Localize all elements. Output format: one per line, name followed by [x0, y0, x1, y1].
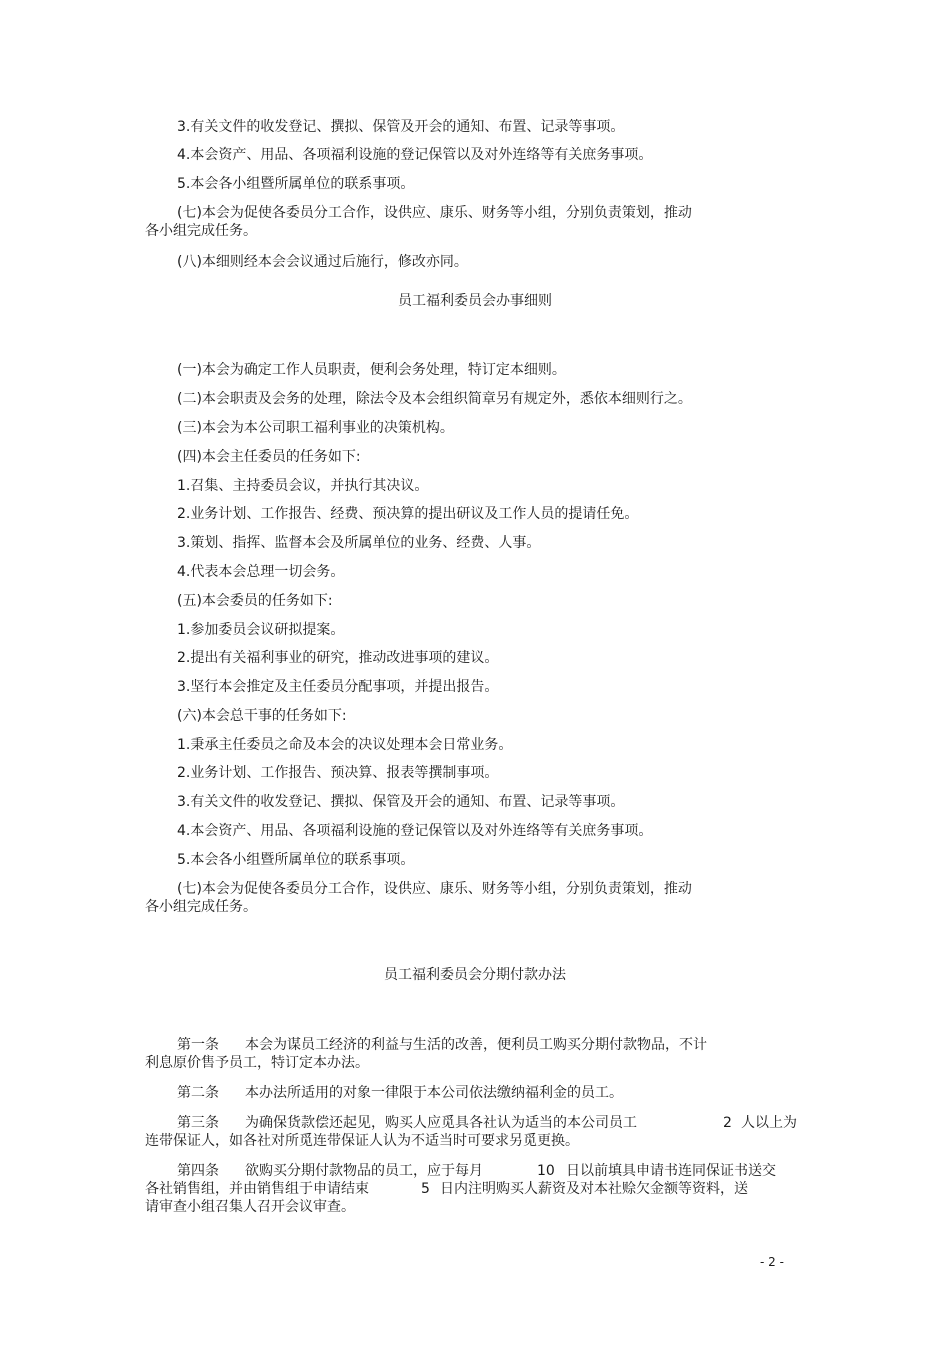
section2-item: 4.本会资产、用品、各项福利设施的登记保管以及对外连络等有关庶务事项。 — [177, 823, 653, 839]
article-3-line1b: 人以上为 — [741, 1115, 797, 1131]
article-1-line1: 本会为谋员工经济的利益与生活的改善，便利员工购买分期付款物品，不计 — [245, 1037, 707, 1053]
section1-item-4: 4.本会资产、用品、各项福利设施的登记保管以及对外连络等有关庶务事项。 — [177, 147, 653, 163]
section2-item: (二)本会职责及会务的处理，除法令及本会组织简章另有规定外，悉依本细则行之。 — [177, 391, 692, 407]
article-3-line2: 连带保证人，如各社对所觅连带保证人认为不适当时可要求另觅更换。 — [145, 1133, 579, 1149]
page-number: - 2 - — [760, 1255, 784, 1269]
section3-title: 员工福利委员会分期付款办法 — [384, 967, 566, 983]
section2-item: 3.策划、指挥、监督本会及所属单位的业务、经费、人事。 — [177, 535, 541, 551]
section2-item: (六)本会总干事的任务如下: — [177, 708, 347, 724]
section2-item: 4.代表本会总理一切会务。 — [177, 564, 345, 580]
article-4-label: 第四条 — [177, 1163, 219, 1179]
section2-item: (一)本会为确定工作人员职责，便利会务处理，特订定本细则。 — [177, 362, 566, 378]
article-4-line2a: 各社销售组，并由销售组于申请结束 — [145, 1181, 369, 1197]
article-1-label: 第一条 — [177, 1037, 219, 1053]
article-3-number: 2 — [723, 1115, 732, 1131]
article-3-line1a: 为确保货款偿还起见，购买人应觅具各社认为适当的本公司员工 — [245, 1115, 637, 1131]
section2-item-7-line2: 各小组完成任务。 — [145, 899, 257, 915]
article-2-label: 第二条 — [177, 1085, 219, 1101]
article-4-line1a: 欲购买分期付款物品的员工，应于每月 — [245, 1163, 483, 1179]
article-3-label: 第三条 — [177, 1115, 219, 1131]
section2-item: (三)本会为本公司职工福利事业的决策机构。 — [177, 420, 454, 436]
section2-title: 员工福利委员会办事细则 — [398, 293, 552, 309]
article-4-line3: 请审查小组召集人召开会议审查。 — [145, 1199, 355, 1215]
section2-item-7-line1: (七)本会为促使各委员分工合作，设供应、康乐、财务等小组，分别负责策划，推动 — [177, 881, 692, 897]
article-4-number-1: 10 — [537, 1163, 555, 1179]
section2-item: 1.参加委员会议研拟提案。 — [177, 622, 345, 638]
article-1-line2: 利息原价售予员工，特订定本办法。 — [145, 1055, 369, 1071]
section1-item-7-line2: 各小组完成任务。 — [145, 223, 257, 239]
article-4-number-2: 5 — [421, 1181, 430, 1197]
section2-item: 3.有关文件的收发登记、撰拟、保管及开会的通知、布置、记录等事项。 — [177, 794, 625, 810]
section2-item: 3.坚行本会推定及主任委员分配事项，并提出报告。 — [177, 679, 499, 695]
section2-item: 1.召集、主持委员会议，并执行其决议。 — [177, 478, 429, 494]
section2-item: (四)本会主任委员的任务如下: — [177, 449, 361, 465]
article-2-line1: 本办法所适用的对象一律限于本公司依法缴纳福利金的员工。 — [245, 1085, 623, 1101]
article-4-line2b: 日内注明购买人薪资及对本社赊欠金额等资料，送 — [440, 1181, 748, 1197]
section2-item: 2.提出有关福利事业的研究，推动改进事项的建议。 — [177, 650, 499, 666]
section2-item: 2.业务计划、工作报告、预决算、报表等撰制事项。 — [177, 765, 499, 781]
section2-item: 2.业务计划、工作报告、经费、预决算的提出研议及工作人员的提请任免。 — [177, 506, 639, 522]
section1-item-7-line1: (七)本会为促使各委员分工合作，设供应、康乐、财务等小组，分别负责策划，推动 — [177, 205, 692, 221]
article-4-line1b: 日以前填具申请书连同保证书送交 — [566, 1163, 776, 1179]
section1-item-5: 5.本会各小组暨所属单位的联系事项。 — [177, 176, 415, 192]
section1-item-3: 3.有关文件的收发登记、撰拟、保管及开会的通知、布置、记录等事项。 — [177, 119, 625, 135]
section1-item-8: (八)本细则经本会会议通过后施行，修改亦同。 — [177, 254, 468, 270]
section2-item: 1.秉承主任委员之命及本会的决议处理本会日常业务。 — [177, 737, 513, 753]
section2-item: (五)本会委员的任务如下: — [177, 593, 333, 609]
section2-item: 5.本会各小组暨所属单位的联系事项。 — [177, 852, 415, 868]
